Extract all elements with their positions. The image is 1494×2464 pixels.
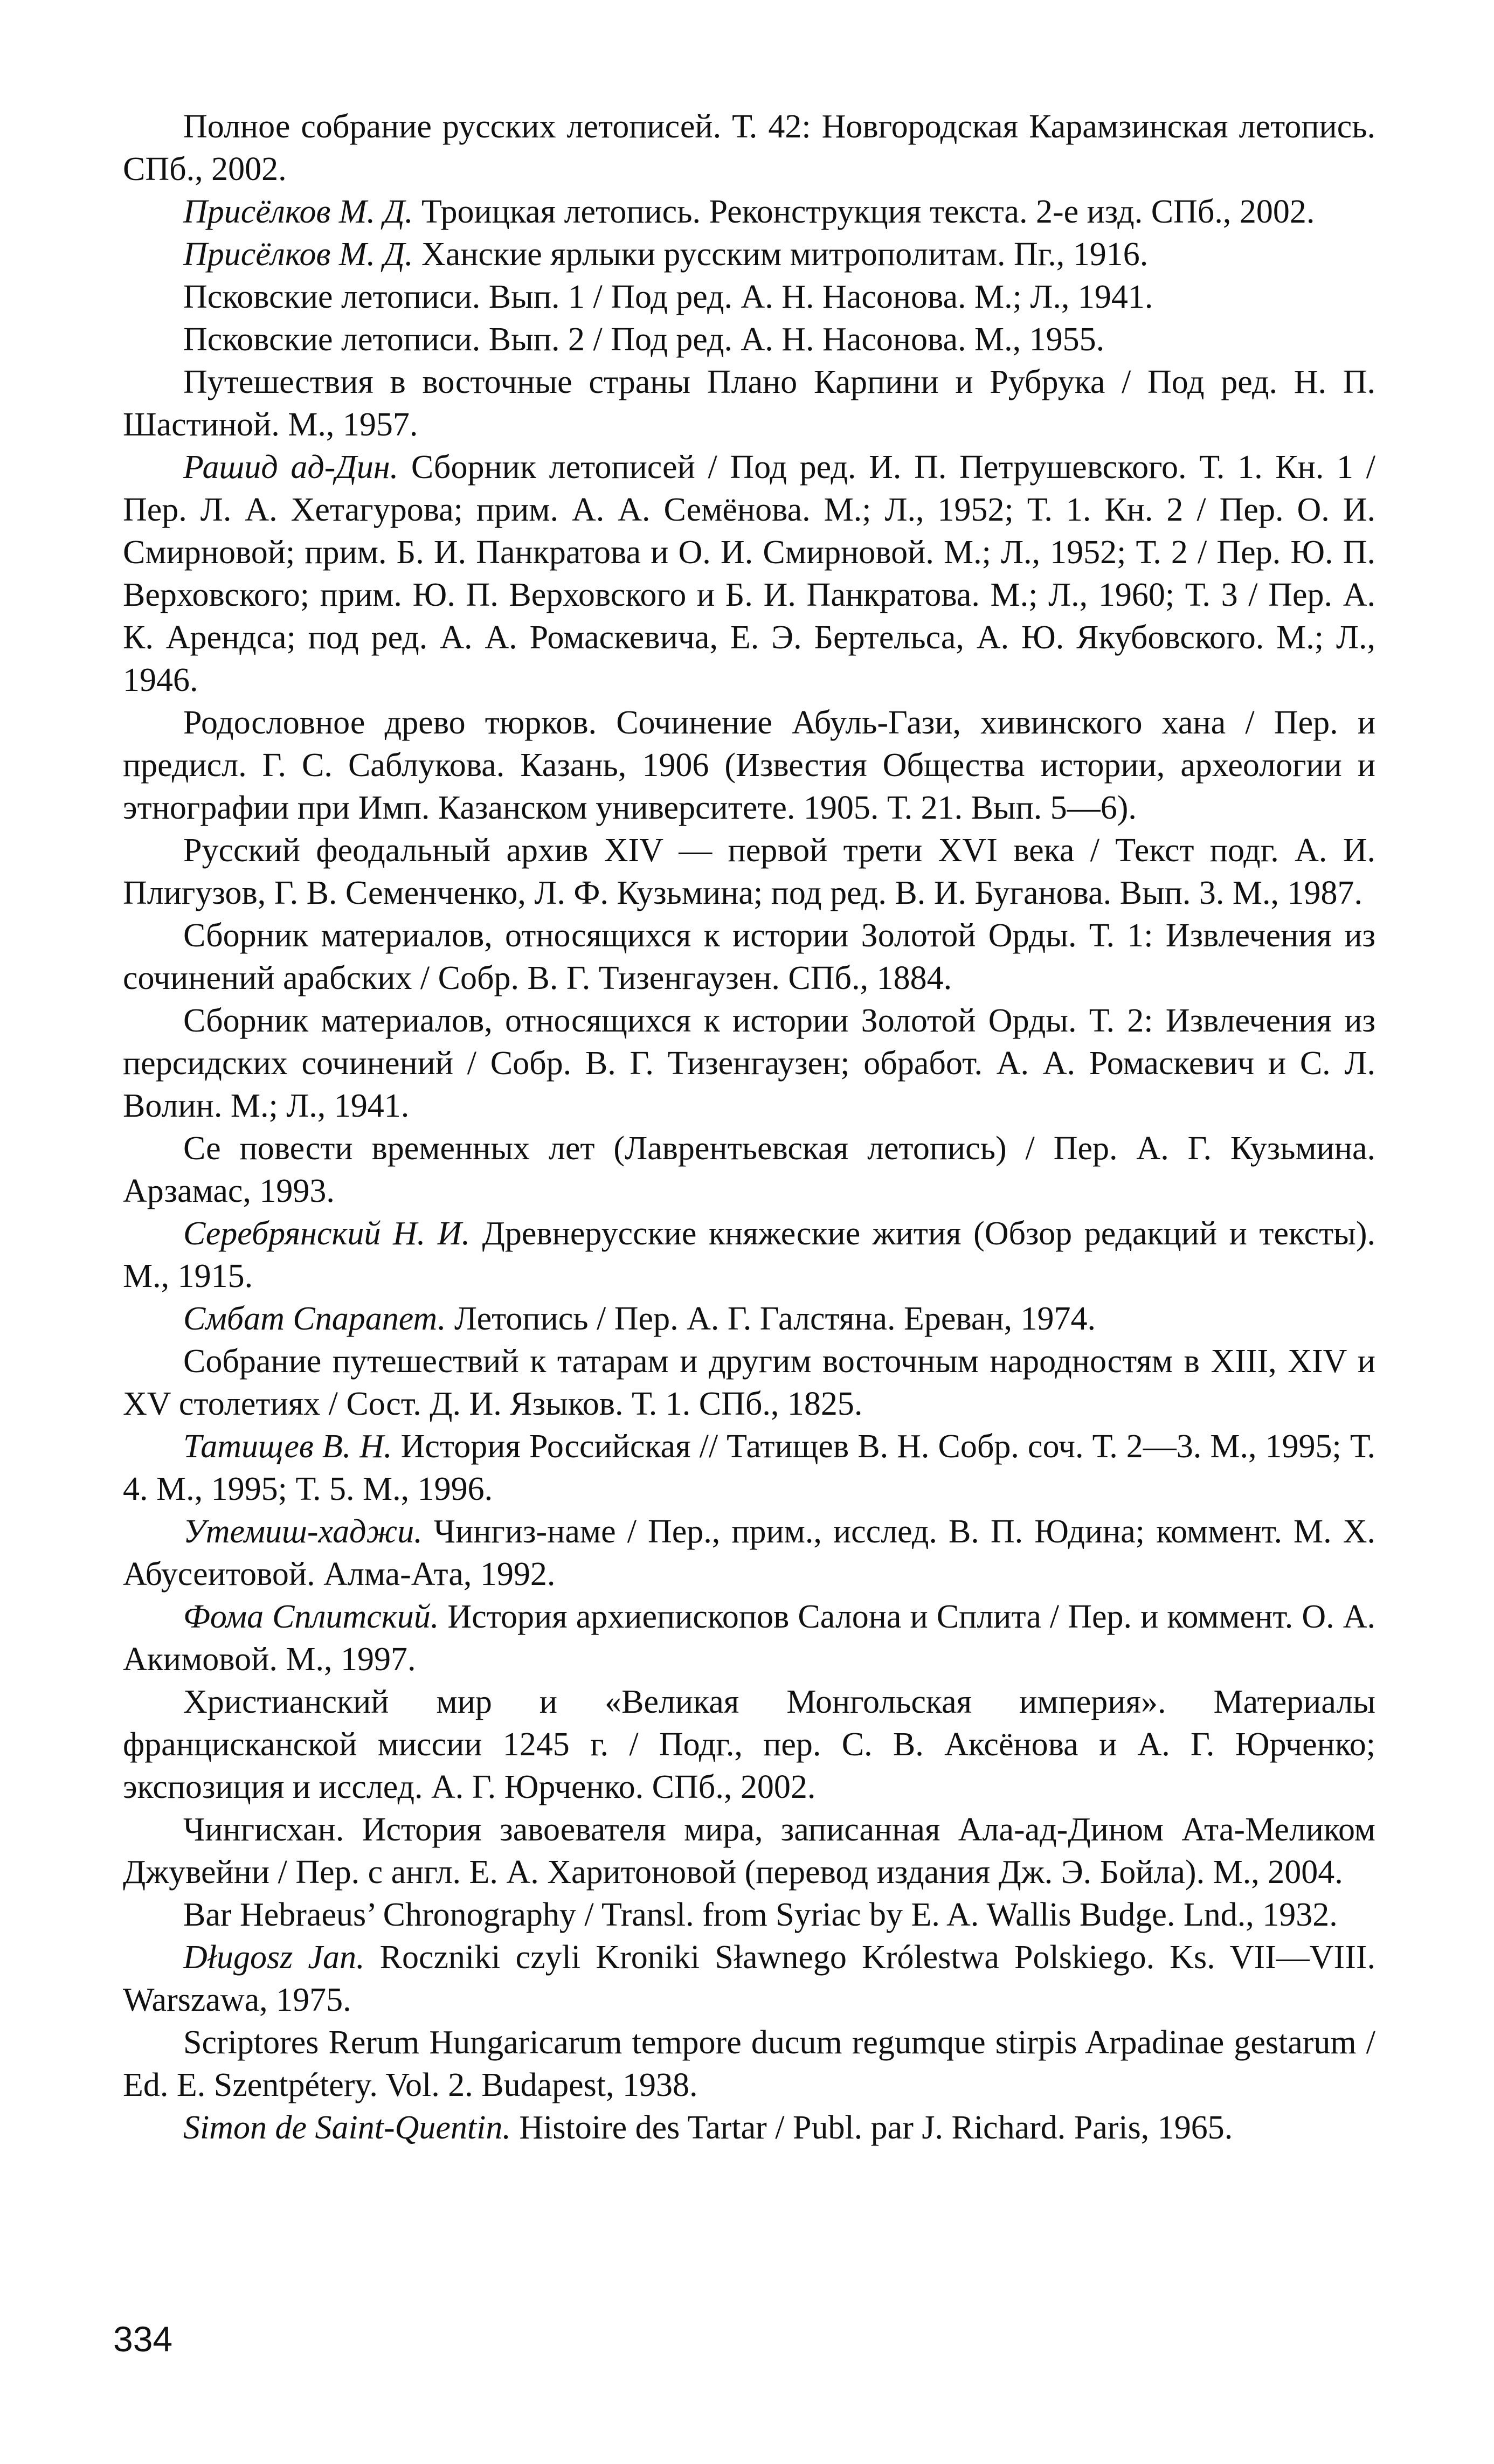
bibliography-entry [123, 1340, 1375, 1425]
entry-text: Псковские летописи. Вып. 2 / Под ред. А. Н. Насонова. М., 1955. [183, 321, 1105, 358]
entry-text: Bar Hebraeus’ Chronography / Transl. from Syriac by E. A. Wallis Budge. Lnd., 1932. [183, 1897, 1338, 1933]
bibliography-entry [123, 361, 1375, 446]
entry-author: Рашид ад-Дин. [183, 449, 399, 486]
entry-text: Сборник материалов, относящихся к истории Золотой Орды. Т. 1: Извлечения из сочинений арабских / Собр. В. Г. Тизенгаузен. СПб., 1884. [123, 917, 1375, 996]
bibliography-entry [123, 1681, 1375, 1809]
entry-text: Чингиз-наме / Пер., прим., исслед. В. П. Юдина; коммент. М. Х. Абусеитовой. Алма-Ата, 1992. [123, 1513, 1375, 1593]
bibliography-entry [123, 1000, 1375, 1127]
bibliography-entry [123, 702, 1375, 829]
bibliography-entry [123, 1127, 1375, 1213]
entry-text: Русский феодальный архив XIV — первой трети XVI века / Текст подг. А. И. Плигузов, Г. В. Семенченко, Л. Ф. Кузьмина; под ред. В. И. Буганова. Вып. 3. М., 1987. [123, 832, 1375, 911]
entry-author: Присёлков М. Д. [183, 236, 413, 273]
entry-text: Псковские летописи. Вып. 1 / Под ред. А. Н. Насонова. М.; Л., 1941. [183, 279, 1153, 315]
entry-author: Присёлков М. Д. [183, 193, 413, 230]
bibliography-entry [123, 2022, 1375, 2107]
entry-text: Древнерусские княжеские жития (Обзор редакций и тексты). М., 1915. [123, 1215, 1375, 1295]
bibliography-entry [123, 319, 1375, 361]
entry-text: Сборник летописей / Под ред. И. П. Петрушевского. Т. 1. Кн. 1 / Пер. Л. А. Хетагурова; прим. А. А. Семёнова. М.; Л., 1952; Т. 1. Кн. 2 / Пер. О. И. Смирновой; прим. Б. И. Панкратова и О. И. Смирновой. М.; Л., 1952; Т. 2 / Пер. Ю. П. Верховского; прим. Ю. П. Верховского и Б. И. Панкратова. М.; Л., 1960; Т. 3 / Пер. А. К. Арендса; под ред. А. А. Ромаскевича, Е. Э. Бертельса, А. Ю. Якубовского. М.; Л., 1946. [123, 449, 1375, 698]
entry-text: Полное собрание русских летописей. Т. 42: Новгородская Карамзинская летопись. СПб., 2002. [123, 108, 1375, 188]
entry-text: Собрание путешествий к татарам и другим восточным народностям в XIII, XIV и XV столетиях / Сост. Д. И. Языков. Т. 1. СПб., 1825. [123, 1343, 1375, 1422]
page-number: 334 [113, 2319, 173, 2359]
entry-text: Христианский мир и «Великая Монгольская империя». Материалы францисканской миссии 1245 г. / Подг., пер. С. В. Аксёнова и А. Г. Юрченко; экспозиция и исслед. А. Г. Юрченко. СПб., 2002. [123, 1684, 1375, 1805]
bibliography-list [123, 106, 1375, 2149]
bibliography-entry [123, 446, 1375, 702]
entry-author: Смбат Спарапет. [183, 1300, 446, 1337]
entry-author: Simon de Saint-Quentin. [183, 2109, 511, 2146]
bibliography-entry [123, 1298, 1375, 1340]
entry-text: Чингисхан. История завоевателя мира, записанная Ала-ад-Дином Ата-Меликом Джувейни / Пер. с англ. Е. А. Харитоновой (перевод издания Дж. Э. Бойла). М., 2004. [123, 1811, 1375, 1891]
entry-text: Histoire des Tartar / Publ. par J. Richard. Paris, 1965. [510, 2109, 1233, 2146]
entry-author: Утемиш-хаджи. [183, 1513, 423, 1550]
entry-text: Roczniki czyli Kroniki Sławnego Królestwa Polskiego. Ks. VII—VIII. Warszawa, 1975. [123, 1939, 1375, 2018]
entry-author: Серебрянский Н. И. [183, 1215, 471, 1252]
entry-text: Сборник материалов, относящихся к истории Золотой Орды. Т. 2: Извлечения из персидских сочинений / Собр. В. Г. Тизенгаузен; обработ. А. А. Ромаскевич и С. Л. Волин. М.; Л., 1941. [123, 1002, 1375, 1124]
entry-author: Фома Сплитский. [183, 1598, 439, 1635]
entry-text: Ханские ярлыки русским митрополитам. Пг., 1916. [413, 236, 1149, 273]
bibliography-entry [123, 276, 1375, 319]
entry-text: История архиепископов Салона и Сплита / Пер. и коммент. О. А. Акимовой. М., 1997. [123, 1598, 1376, 1678]
bibliography-entry [123, 1425, 1375, 1511]
bibliography-entry [123, 1596, 1375, 1681]
entry-text: Родословное древо тюрков. Сочинение Абуль-Гази, хивинского хана / Пер. и предисл. Г. С. Саблукова. Казань, 1906 (Известия Общества истории, археологии и этнографии при Имп. Казанском университете. 1905. Т. 21. Вып. 5—6). [123, 704, 1375, 826]
entry-text: История Российская // Татищев В. Н. Собр. соч. Т. 2—3. М., 1995; Т. 4. М., 1995; Т. 5. М., 1996. [123, 1428, 1375, 1507]
bibliography-entry [123, 1213, 1375, 1298]
entry-author: Татищев В. Н. [183, 1428, 392, 1465]
entry-text: Се повести временных лет (Лаврентьевская летопись) / Пер. А. Г. Кузьмина. Арзамас, 1993. [123, 1130, 1375, 1209]
bibliography-entry [123, 915, 1375, 1000]
bibliography-entry [123, 233, 1375, 276]
entry-text: Троицкая летопись. Реконструкция текста. 2-е изд. СПб., 2002. [413, 193, 1315, 230]
bibliography-entry [123, 106, 1375, 191]
bibliography-entry [123, 191, 1375, 233]
bibliography-entry [123, 829, 1375, 915]
bibliography-entry [123, 2107, 1375, 2149]
bibliography-entry [123, 1936, 1375, 2022]
entry-author: Długosz Jan. [183, 1939, 365, 1976]
entry-text: Scriptores Rerum Hungaricarum tempore ducum regumque stirpis Arpadinae gestarum / Ed. E. Szentpétery. Vol. 2. Budapest, 1938. [123, 2024, 1375, 2103]
entry-text: Путешествия в восточные страны Плано Карпини и Рубрука / Под ред. Н. П. Шастиной. М., 1957. [123, 364, 1375, 443]
bibliography-entry [123, 1894, 1375, 1936]
entry-text: Летопись / Пер. А. Г. Галстяна. Ереван, 1974. [446, 1300, 1096, 1337]
bibliography-entry [123, 1809, 1375, 1894]
bibliography-entry [123, 1511, 1375, 1596]
